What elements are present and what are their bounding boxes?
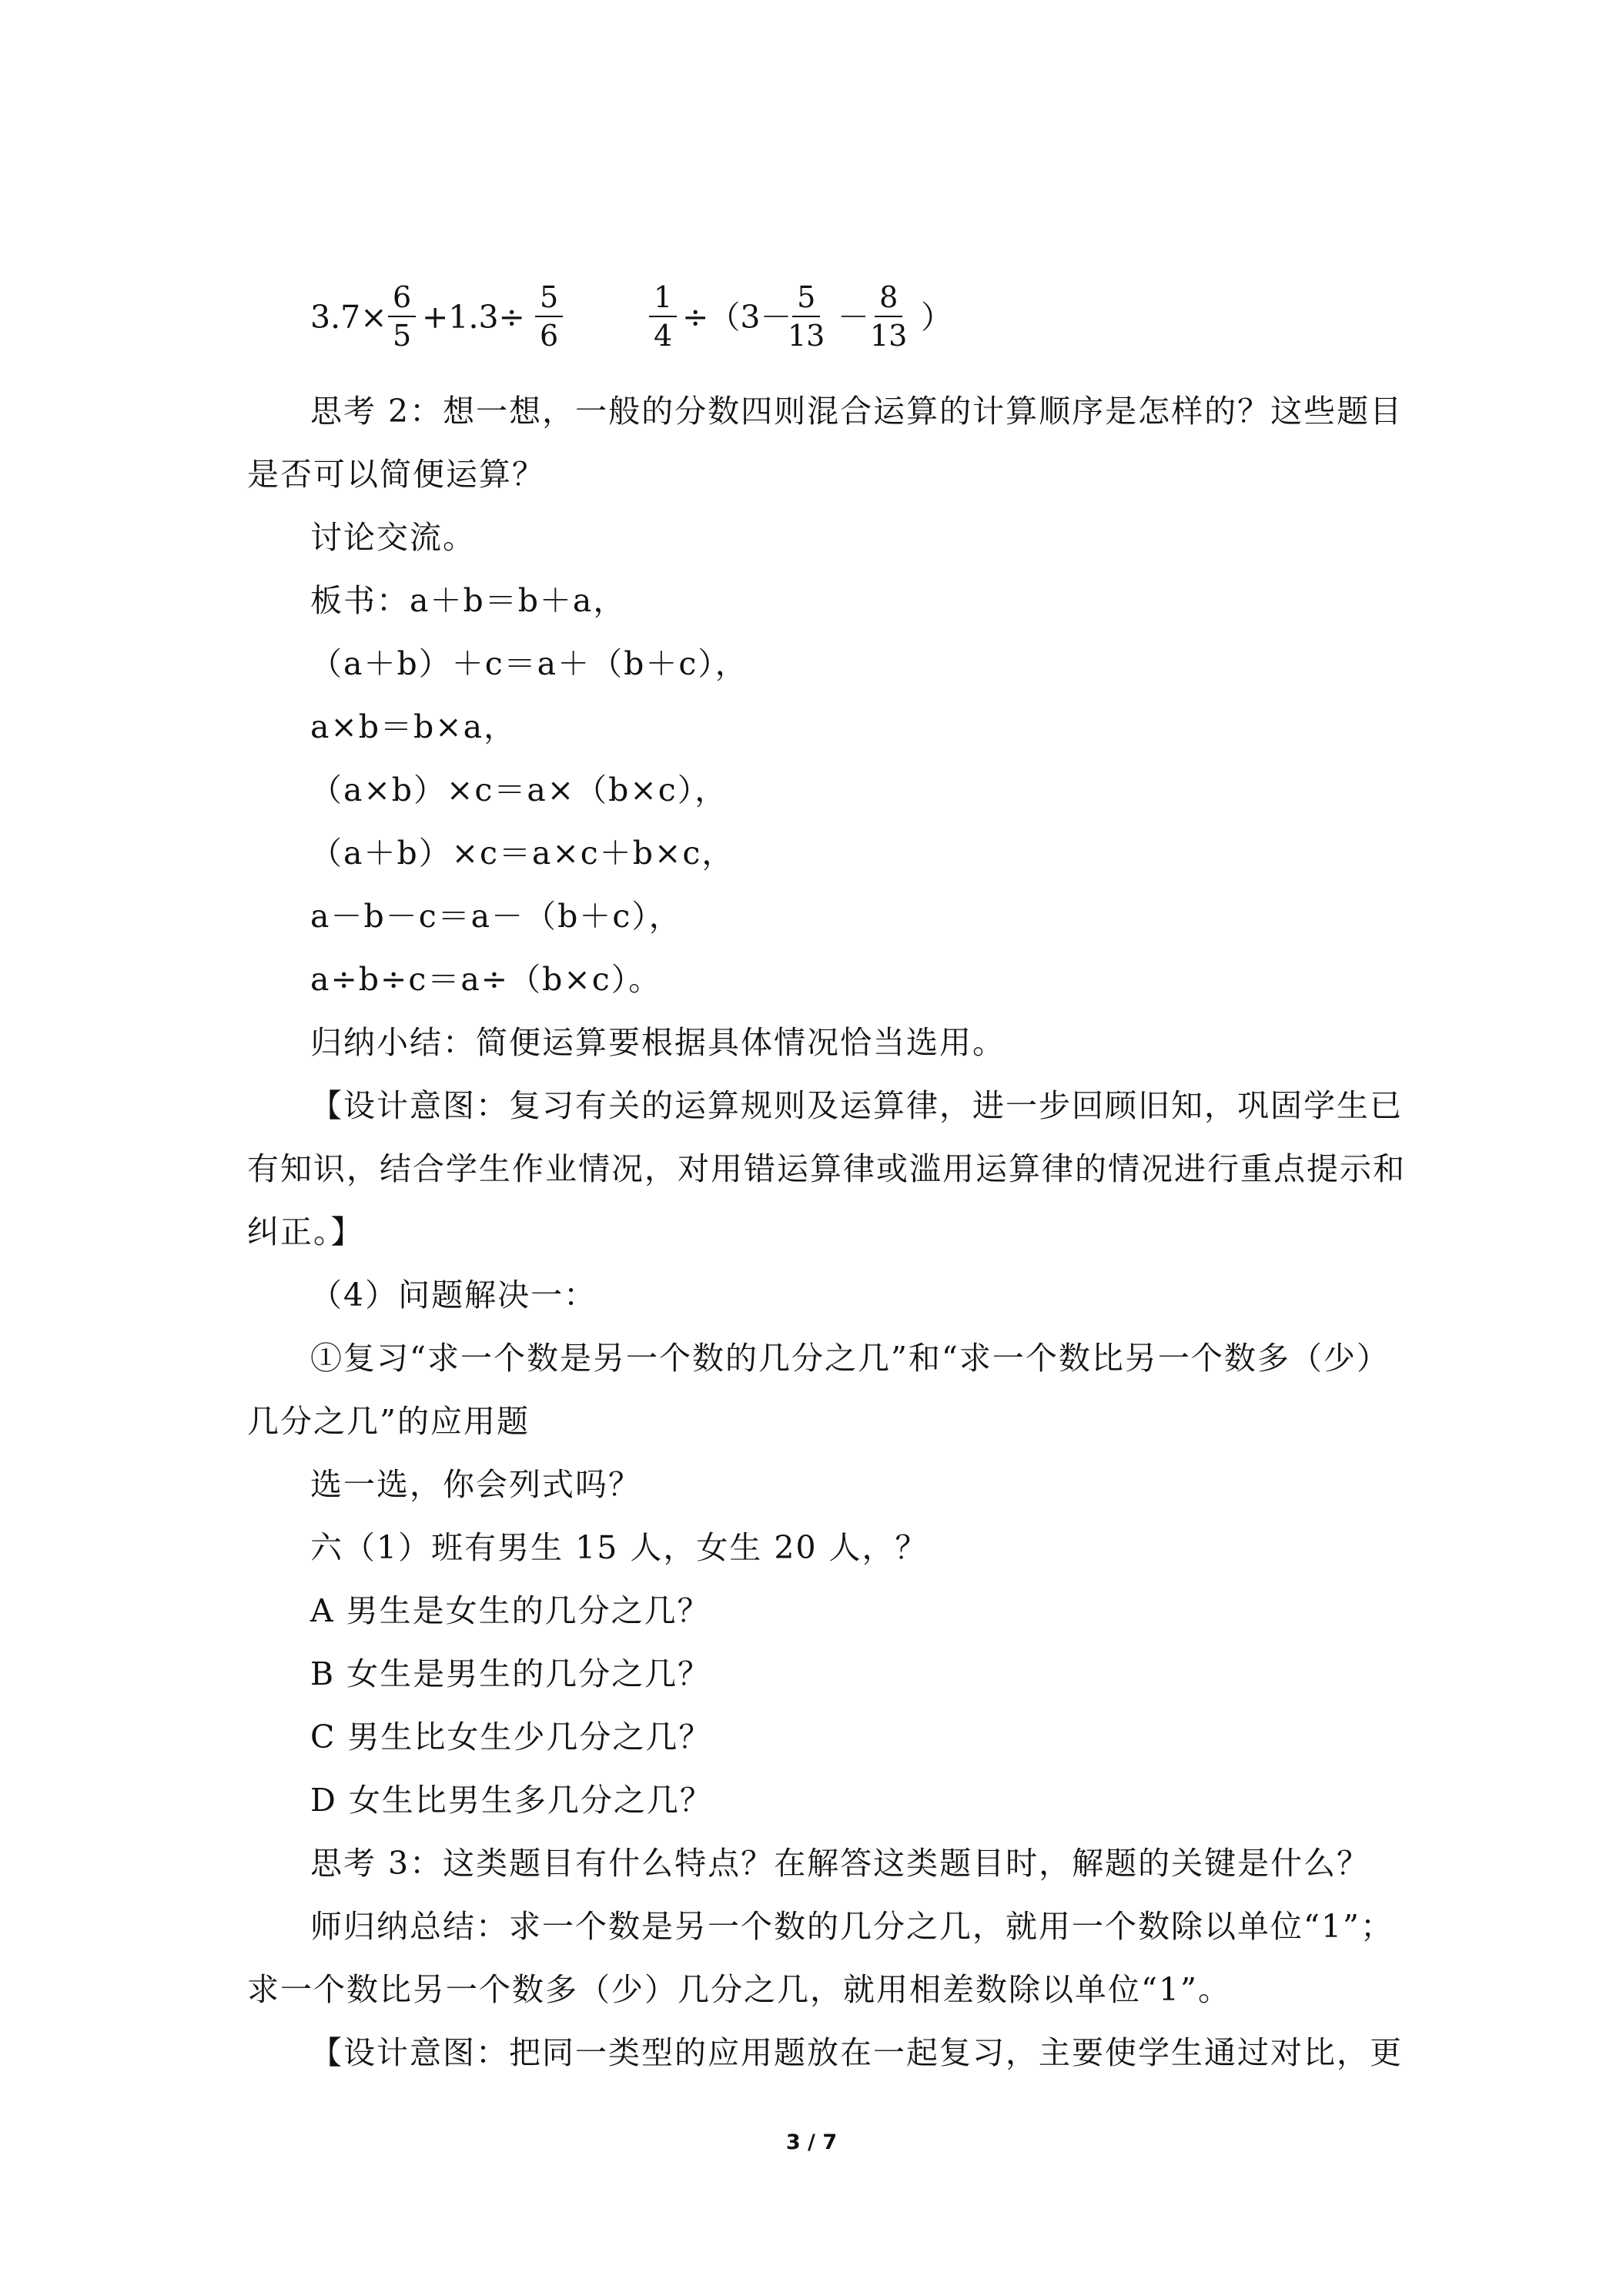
fraction-8-13: $\frac{8}{13}$	[870, 280, 908, 353]
section-heading: （4）问题解决一：	[310, 1277, 597, 1314]
text-line: ①复习“求一个数是另一个数的几分之几”和“求一个数比另一个数多（少）	[310, 1340, 1390, 1377]
text-line: 思考 2：想一想，一般的分数四则混合运算的计算顺序是怎样的？这些题目	[310, 393, 1404, 430]
text-line: 求一个数比另一个数多（少）几分之几，就用相差数除以单位“1”。	[247, 1971, 1232, 2008]
fraction-5-13: $\frac{5}{13}$	[788, 280, 825, 353]
fraction-5-6: $\frac{5}{6}$	[535, 280, 563, 353]
option-c: C 男生比女生少几分之几？	[310, 1719, 712, 1755]
fraction-1-4: $\frac{1}{4}$	[649, 280, 677, 353]
option-d: D 女生比男生多几分之几？	[310, 1782, 713, 1819]
text-line: （a×b）×c＝a×（b×c），	[310, 771, 728, 808]
expr1-part-a: 3.7×	[310, 299, 387, 336]
expr2-part-a: ÷（3－	[682, 299, 792, 336]
text-line: 板书：a＋b＝b＋a，	[310, 582, 627, 619]
text-line: （a＋b）×c＝a×c＋b×c，	[310, 835, 735, 872]
option-b: B 女生是男生的几分之几？	[310, 1655, 711, 1692]
text-line: 归纳小结：简便运算要根据具体情况恰当选用。	[310, 1024, 1006, 1061]
text-line: 思考 3：这类题目有什么特点？在解答这类题目时，解题的关键是什么？	[310, 1845, 1370, 1882]
option-a: A 男生是女生的几分之几？	[310, 1592, 711, 1629]
text-line: a÷b÷c＝a÷（b×c）。	[310, 961, 662, 998]
design-intent-line: 【设计意图：复习有关的运算规则及运算律，进一步回顾旧知，巩固学生已	[310, 1087, 1403, 1124]
fraction-6-5: $\frac{6}{5}$	[388, 280, 416, 353]
text-line: 几分之几”的应用题	[247, 1403, 530, 1440]
design-intent-line: 【设计意图：把同一类型的应用题放在一起复习，主要使学生通过对比，更	[310, 2034, 1403, 2071]
text-line: 六（1）班有男生 15 人，女生 20 人，？	[310, 1529, 929, 1566]
design-intent-line: 纠正。】	[247, 1213, 364, 1250]
text-line: 是否可以简便运算？	[247, 456, 545, 493]
expr2-part-c: ）	[921, 299, 952, 336]
page-number: 3 / 7	[785, 2130, 838, 2154]
text-line: a×b＝b×a，	[310, 708, 517, 745]
text-line: 选一选，你会列式吗？	[310, 1466, 641, 1503]
text-line: 师归纳总结：求一个数是另一个数的几分之几，就用一个数除以单位“1”；	[310, 1908, 1394, 1945]
design-intent-line: 有知识，结合学生作业情况，对用错运算律或滥用运算律的情况进行重点提示和	[247, 1150, 1406, 1187]
text-line: 讨论交流。	[310, 519, 476, 556]
expr1-part-b: +1.3÷	[422, 299, 525, 336]
expr2-part-b: －	[838, 299, 869, 336]
text-line: a－b－c＝a－（b＋c），	[310, 898, 682, 935]
text-line: （a＋b）＋c＝a＋（b＋c），	[310, 645, 748, 682]
